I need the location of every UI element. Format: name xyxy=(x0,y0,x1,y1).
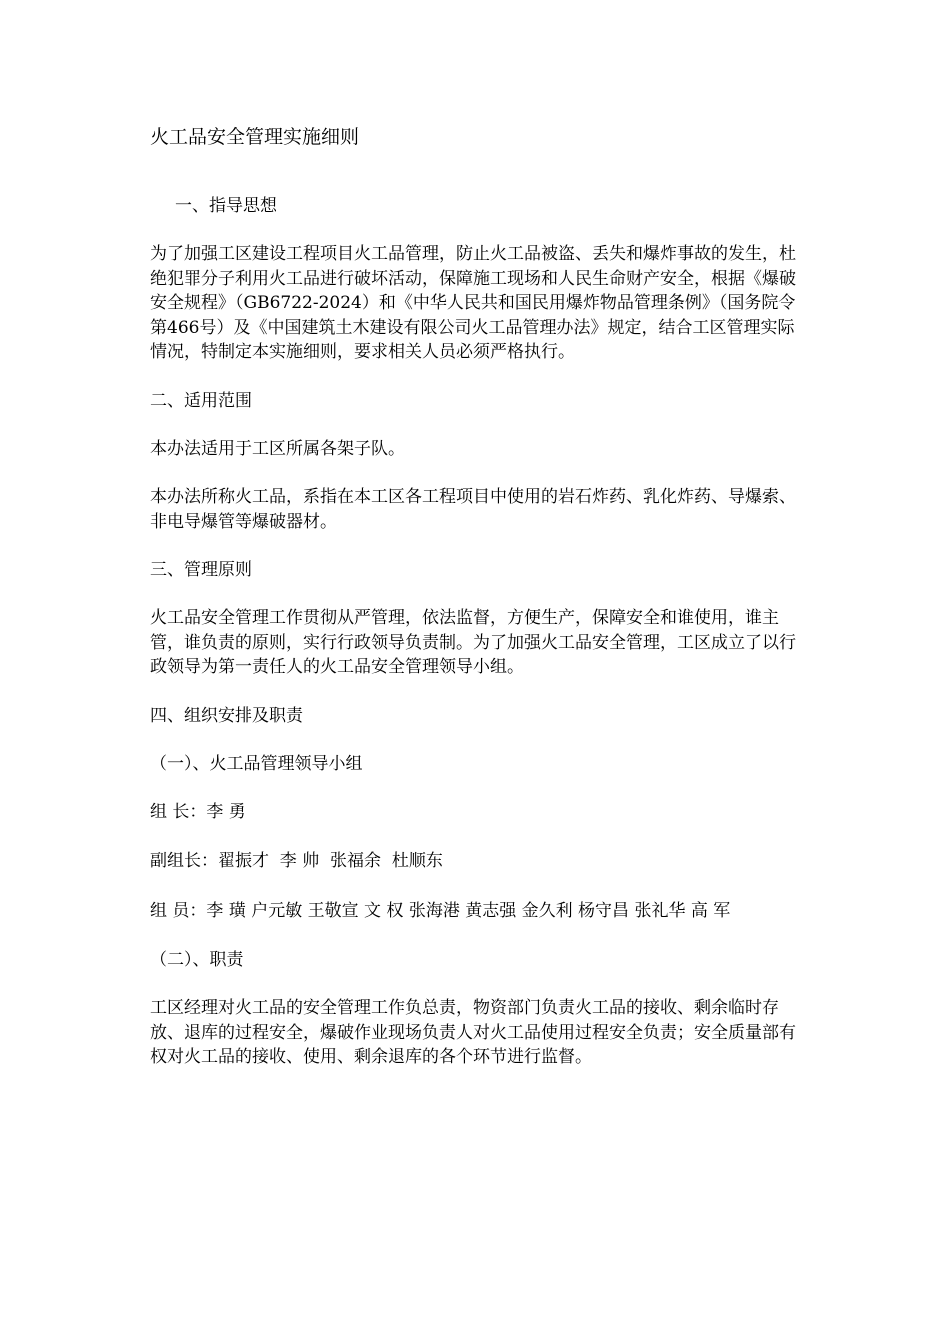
section-heading-scope: 二、适用范围 xyxy=(150,390,252,411)
group-members-line: 组 员：李 璜 户元敏 王敬宣 文 权 张海港 黄志强 金久利 杨守昌 张礼华 高 军 xyxy=(150,900,731,921)
paragraph-scope-applicability: 本办法适用于工区所属各架子队。 xyxy=(150,438,405,459)
section-heading-guiding-ideology: 一、指导思想 xyxy=(175,196,277,216)
document-title: 火工品安全管理实施细则 xyxy=(150,126,360,148)
paragraph-guiding-ideology: 为了加强工区建设工程项目火工品管理，防止火工品被盗、丢失和爆炸事故的发生，杜绝犯罪分子利用火工品进行破坏活动，保障施工现场和人民生命财产安全，根据《爆破安全规程》（GB6722-2024）和《中华人民共和国民用爆炸物品管理条例》（国务院令第466号）及《中国建筑土木建设有限公司火工品管理办法》规定，结合工区管理实际情况，特制定本实施细则，要求相关人员必须严格执行。 xyxy=(150,244,796,362)
paragraph-duties: 工区经理对火工品的安全管理工作负总责，物资部门负责火工品的接收、剩余临时存放、退库的过程安全，爆破作业现场负责人对火工品使用过程安全负责；安全质量部有权对火工品的接收、使用、剩余退库的各个环节进行监督。 xyxy=(150,998,796,1067)
subsection-heading-leading-group: （一）、火工品管理领导小组 xyxy=(150,753,363,774)
section-heading-principles: 三、管理原则 xyxy=(150,560,252,580)
document-body xyxy=(150,124,800,1094)
group-deputies-line: 副组长：翟振才 李 帅 张福余 杜顺东 xyxy=(150,851,443,871)
section-heading-organization: 四、组织安排及职责 xyxy=(150,705,303,726)
subsection-heading-duties: （二）、职责 xyxy=(150,950,244,970)
paragraph-principles: 火工品安全管理工作贯彻从严管理，依法监督，方便生产，保障安全和谁使用，谁主管，谁负责的原则，实行行政领导负责制。为了加强火工品安全管理，工区成立了以行政领导为第一责任人的火工品安全管理领导小组。 xyxy=(150,608,796,677)
group-leader-line: 组 长：李 勇 xyxy=(150,801,246,822)
paragraph-scope-definition: 本办法所称火工品，系指在本工区各工程项目中使用的岩石炸药、乳化炸药、导爆索、非电导爆管等爆破器材。 xyxy=(150,487,796,532)
